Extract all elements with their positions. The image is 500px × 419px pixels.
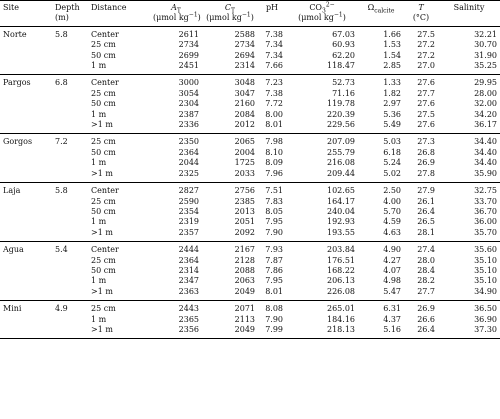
cell-depth bbox=[52, 315, 88, 325]
cell-total-alkalinity: 2044 bbox=[178, 158, 199, 168]
table-row bbox=[0, 120, 500, 134]
cell-temperature: 28.2 bbox=[417, 276, 435, 286]
header-total-carbon: $C_T$ (μmol $kg^{-1}$) bbox=[206, 3, 254, 23]
cell-total-alkalinity: 2325 bbox=[178, 168, 199, 178]
cell-salinity: 34.40 bbox=[474, 137, 497, 147]
cell-depth bbox=[52, 325, 88, 339]
cell-ph: 7.98 bbox=[265, 137, 283, 147]
cell-salinity: 37.30 bbox=[474, 324, 497, 334]
cell-temperature: 28.0 bbox=[417, 255, 435, 265]
table-row bbox=[0, 61, 500, 75]
cell-site bbox=[0, 61, 52, 75]
cell-total-carbon: 2113 bbox=[234, 314, 255, 324]
header-ph: pH bbox=[265, 3, 279, 12]
cell-temperature: 27.6 bbox=[417, 99, 435, 109]
cell-site bbox=[0, 276, 52, 286]
cell-ph: 8.05 bbox=[265, 206, 283, 216]
cell-total-alkalinity: 2357 bbox=[178, 227, 199, 237]
cell-omega-calcite: 1.53 bbox=[383, 40, 401, 50]
cell-distance: Center bbox=[91, 245, 119, 255]
cell-depth bbox=[52, 276, 88, 286]
cell-ph: 7.72 bbox=[265, 99, 283, 109]
cell-total-alkalinity: 2347 bbox=[178, 276, 199, 286]
cell-site bbox=[0, 169, 52, 183]
table-row bbox=[0, 301, 500, 315]
cell-ph: 8.01 bbox=[265, 120, 283, 130]
cell-total-carbon: 2071 bbox=[234, 304, 255, 314]
cell-depth bbox=[52, 61, 88, 75]
cell-total-carbon: 1725 bbox=[234, 158, 255, 168]
cell-temperature: 27.0 bbox=[417, 61, 435, 71]
cell-ph: 7.95 bbox=[265, 276, 283, 286]
cell-site bbox=[0, 99, 52, 109]
cell-site bbox=[0, 51, 52, 61]
cell-omega-calcite: 6.18 bbox=[383, 147, 401, 157]
cell-omega-calcite: 2.97 bbox=[383, 99, 401, 109]
cell-total-alkalinity: 2699 bbox=[178, 50, 199, 60]
cell-salinity: 33.70 bbox=[474, 196, 497, 206]
cell-distance: 50 cm bbox=[91, 147, 116, 157]
cell-carbonate-ion: 209.44 bbox=[327, 168, 355, 178]
header-site: Site bbox=[3, 3, 19, 12]
cell-total-carbon: 2128 bbox=[234, 255, 255, 265]
cell-total-carbon: 2004 bbox=[234, 147, 255, 157]
cell-salinity: 36.00 bbox=[474, 217, 497, 227]
cell-total-alkalinity: 2443 bbox=[178, 304, 199, 314]
cell-depth bbox=[52, 197, 88, 207]
cell-salinity: 32.00 bbox=[474, 99, 497, 109]
cell-carbonate-ion: 218.13 bbox=[327, 324, 355, 334]
cell-ph: 7.93 bbox=[265, 245, 283, 255]
cell-omega-calcite: 5.36 bbox=[383, 109, 401, 119]
cell-total-carbon: 2314 bbox=[234, 61, 255, 71]
cell-temperature: 26.9 bbox=[417, 158, 435, 168]
cell-total-alkalinity: 2590 bbox=[178, 196, 199, 206]
table-row bbox=[0, 40, 500, 50]
cell-temperature: 28.4 bbox=[417, 265, 435, 275]
cell-carbonate-ion: 52.73 bbox=[332, 78, 355, 88]
cell-ph: 7.90 bbox=[265, 314, 283, 324]
header-depth: Depth (m) bbox=[55, 3, 80, 23]
header-temperature: T (°C) bbox=[412, 3, 430, 23]
cell-omega-calcite: 2.50 bbox=[383, 186, 401, 196]
cell-temperature: 27.9 bbox=[417, 186, 435, 196]
cell-temperature: 26.8 bbox=[417, 147, 435, 157]
cell-omega-calcite: 5.02 bbox=[383, 168, 401, 178]
cell-total-carbon: 2065 bbox=[234, 137, 255, 147]
table-row bbox=[0, 110, 500, 120]
cell-salinity: 28.00 bbox=[474, 88, 497, 98]
cell-total-alkalinity: 2314 bbox=[178, 265, 199, 275]
cell-ph: 7.23 bbox=[265, 78, 283, 88]
cell-distance: 1 m bbox=[91, 314, 107, 324]
cell-omega-calcite: 5.47 bbox=[383, 286, 401, 296]
cell-temperature: 27.2 bbox=[417, 40, 435, 50]
cell-carbonate-ion: 164.17 bbox=[327, 196, 355, 206]
cell-depth: 5.4 bbox=[55, 245, 68, 255]
cell-total-alkalinity: 2336 bbox=[178, 120, 199, 130]
cell-salinity: 35.10 bbox=[474, 265, 497, 275]
cell-ph: 7.99 bbox=[265, 324, 283, 334]
cell-salinity: 36.70 bbox=[474, 206, 497, 216]
cell-carbonate-ion: 203.84 bbox=[327, 245, 355, 255]
cell-carbonate-ion: 184.16 bbox=[327, 314, 355, 324]
cell-site bbox=[0, 217, 52, 227]
cell-site bbox=[0, 287, 52, 301]
cell-ph: 7.95 bbox=[265, 217, 283, 227]
cell-site bbox=[0, 256, 52, 266]
cell-depth bbox=[52, 120, 88, 134]
cell-total-alkalinity: 2354 bbox=[178, 206, 199, 216]
table-row bbox=[0, 169, 500, 183]
cell-temperature: 26.9 bbox=[417, 304, 435, 314]
cell-distance: 50 cm bbox=[91, 50, 116, 60]
cell-distance: 50 cm bbox=[91, 206, 116, 216]
table-row bbox=[0, 89, 500, 99]
cell-carbonate-ion: 255.79 bbox=[327, 147, 355, 157]
cell-carbonate-ion: 62.20 bbox=[332, 50, 355, 60]
cell-total-carbon: 2734 bbox=[234, 40, 255, 50]
cell-total-alkalinity: 2611 bbox=[178, 29, 199, 39]
cell-total-alkalinity: 2304 bbox=[178, 99, 199, 109]
cell-omega-calcite: 1.54 bbox=[383, 50, 401, 60]
cell-carbonate-ion: 67.03 bbox=[332, 29, 355, 39]
cell-distance: 1 m bbox=[91, 276, 107, 286]
cell-distance: 25 cm bbox=[91, 40, 116, 50]
table-row bbox=[0, 207, 500, 217]
cell-total-carbon: 2756 bbox=[234, 186, 255, 196]
cell-temperature: 27.7 bbox=[417, 88, 435, 98]
cell-ph: 8.08 bbox=[265, 304, 283, 314]
cell-temperature: 26.1 bbox=[417, 196, 435, 206]
table-row bbox=[0, 26, 500, 40]
cell-site: Mini bbox=[3, 304, 22, 314]
cell-omega-calcite: 4.90 bbox=[383, 245, 401, 255]
table-row bbox=[0, 325, 500, 339]
cell-distance: 1 m bbox=[91, 109, 107, 119]
cell-total-alkalinity: 2444 bbox=[178, 245, 199, 255]
table-header bbox=[0, 1, 500, 27]
cell-distance: Center bbox=[91, 186, 119, 196]
cell-total-carbon: 2167 bbox=[234, 245, 255, 255]
cell-depth bbox=[52, 228, 88, 242]
cell-ph: 7.83 bbox=[265, 196, 283, 206]
table-row bbox=[0, 148, 500, 158]
cell-total-alkalinity: 2319 bbox=[178, 217, 199, 227]
cell-omega-calcite: 4.27 bbox=[383, 255, 401, 265]
cell-omega-calcite: 6.31 bbox=[383, 304, 401, 314]
cell-distance: 1 m bbox=[91, 217, 107, 227]
cell-total-alkalinity: 2350 bbox=[178, 137, 199, 147]
cell-temperature: 27.6 bbox=[417, 78, 435, 88]
cell-carbonate-ion: 220.39 bbox=[327, 109, 355, 119]
cell-carbonate-ion: 226.08 bbox=[327, 286, 355, 296]
cell-site bbox=[0, 40, 52, 50]
cell-depth bbox=[52, 217, 88, 227]
cell-salinity: 30.70 bbox=[474, 40, 497, 50]
cell-site bbox=[0, 148, 52, 158]
cell-salinity: 35.90 bbox=[474, 168, 497, 178]
cell-salinity: 35.10 bbox=[474, 255, 497, 265]
cell-carbonate-ion: 229.56 bbox=[327, 120, 355, 130]
cell-distance: >1 m bbox=[91, 120, 113, 130]
cell-temperature: 26.4 bbox=[417, 324, 435, 334]
cell-distance: 25 cm bbox=[91, 196, 116, 206]
cell-ph: 8.09 bbox=[265, 158, 283, 168]
cell-ph: 7.34 bbox=[265, 50, 283, 60]
table-row bbox=[0, 228, 500, 242]
cell-total-carbon: 2088 bbox=[234, 265, 255, 275]
table-row bbox=[0, 134, 500, 148]
cell-ph: 8.01 bbox=[265, 286, 283, 296]
cell-salinity: 35.10 bbox=[474, 276, 497, 286]
table-row bbox=[0, 158, 500, 168]
cell-depth bbox=[52, 158, 88, 168]
cell-carbonate-ion: 118.47 bbox=[327, 61, 355, 71]
header-distance: Distance bbox=[91, 3, 127, 12]
cell-carbonate-ion: 206.13 bbox=[327, 276, 355, 286]
cell-temperature: 27.6 bbox=[417, 120, 435, 130]
cell-depth bbox=[52, 110, 88, 120]
cell-distance: >1 m bbox=[91, 227, 113, 237]
cell-carbonate-ion: 102.65 bbox=[327, 186, 355, 196]
cell-carbonate-ion: 71.16 bbox=[332, 88, 355, 98]
cell-total-alkalinity: 2364 bbox=[178, 147, 199, 157]
cell-site bbox=[0, 207, 52, 217]
cell-site: Laja bbox=[3, 186, 21, 196]
cell-total-carbon: 2385 bbox=[234, 196, 255, 206]
cell-total-alkalinity: 2363 bbox=[178, 286, 199, 296]
cell-omega-calcite: 5.49 bbox=[383, 120, 401, 130]
cell-temperature: 28.1 bbox=[417, 227, 435, 237]
cell-omega-calcite: 2.85 bbox=[383, 61, 401, 71]
table-row bbox=[0, 183, 500, 197]
cell-total-carbon: 2694 bbox=[234, 50, 255, 60]
cell-salinity: 34.20 bbox=[474, 109, 497, 119]
cell-depth bbox=[52, 266, 88, 276]
table-row bbox=[0, 197, 500, 207]
cell-total-carbon: 2051 bbox=[234, 217, 255, 227]
table-row bbox=[0, 242, 500, 256]
cell-total-carbon: 2033 bbox=[234, 168, 255, 178]
cell-total-carbon: 2012 bbox=[234, 120, 255, 130]
cell-omega-calcite: 1.66 bbox=[383, 29, 401, 39]
cell-omega-calcite: 4.59 bbox=[383, 217, 401, 227]
table-row bbox=[0, 75, 500, 89]
cell-distance: 25 cm bbox=[91, 304, 116, 314]
cell-carbonate-ion: 193.55 bbox=[327, 227, 355, 237]
cell-site: Norte bbox=[3, 29, 27, 39]
cell-depth bbox=[52, 148, 88, 158]
table-row bbox=[0, 287, 500, 301]
cell-total-alkalinity: 2827 bbox=[178, 186, 199, 196]
cell-temperature: 27.5 bbox=[417, 29, 435, 39]
cell-salinity: 34.40 bbox=[474, 158, 497, 168]
cell-carbonate-ion: 119.78 bbox=[327, 99, 355, 109]
cell-salinity: 36.90 bbox=[474, 314, 497, 324]
cell-distance: Center bbox=[91, 78, 119, 88]
cell-salinity: 29.95 bbox=[474, 78, 497, 88]
cell-depth: 5.8 bbox=[55, 186, 68, 196]
cell-total-carbon: 2084 bbox=[234, 109, 255, 119]
cell-omega-calcite: 1.82 bbox=[383, 88, 401, 98]
cell-ph: 7.86 bbox=[265, 265, 283, 275]
cell-distance: 50 cm bbox=[91, 265, 116, 275]
cell-omega-calcite: 1.33 bbox=[383, 78, 401, 88]
cell-salinity: 34.90 bbox=[474, 286, 497, 296]
cell-depth: 5.8 bbox=[55, 29, 68, 39]
cell-omega-calcite: 5.03 bbox=[383, 137, 401, 147]
cell-total-alkalinity: 2365 bbox=[178, 314, 199, 324]
cell-total-alkalinity: 2451 bbox=[178, 61, 199, 71]
cell-salinity: 31.90 bbox=[474, 50, 497, 60]
cell-site bbox=[0, 110, 52, 120]
cell-site: Gorgos bbox=[3, 137, 33, 147]
cell-carbonate-ion: 192.93 bbox=[327, 217, 355, 227]
cell-ph: 8.00 bbox=[265, 109, 283, 119]
cell-total-carbon: 2588 bbox=[234, 29, 255, 39]
cell-site bbox=[0, 89, 52, 99]
table-row bbox=[0, 51, 500, 61]
cell-temperature: 27.8 bbox=[417, 168, 435, 178]
cell-temperature: 26.6 bbox=[417, 314, 435, 324]
cell-distance: Center bbox=[91, 29, 119, 39]
cell-distance: 25 cm bbox=[91, 137, 116, 147]
cell-total-carbon: 3047 bbox=[234, 88, 255, 98]
cell-omega-calcite: 5.70 bbox=[383, 206, 401, 216]
cell-temperature: 27.2 bbox=[417, 50, 435, 60]
cell-ph: 7.34 bbox=[265, 40, 283, 50]
cell-carbonate-ion: 265.01 bbox=[327, 304, 355, 314]
cell-distance: 50 cm bbox=[91, 99, 116, 109]
cell-carbonate-ion: 168.22 bbox=[327, 265, 355, 275]
cell-total-alkalinity: 2356 bbox=[178, 324, 199, 334]
cell-temperature: 27.7 bbox=[417, 286, 435, 296]
cell-site bbox=[0, 315, 52, 325]
cell-depth bbox=[52, 169, 88, 183]
cell-total-carbon: 2092 bbox=[234, 227, 255, 237]
cell-temperature: 27.5 bbox=[417, 109, 435, 119]
cell-carbonate-ion: 60.93 bbox=[332, 40, 355, 50]
cell-ph: 7.90 bbox=[265, 227, 283, 237]
cell-total-carbon: 2160 bbox=[234, 99, 255, 109]
cell-depth bbox=[52, 99, 88, 109]
cell-site bbox=[0, 266, 52, 276]
cell-ph: 8.10 bbox=[265, 147, 283, 157]
cell-ph: 7.87 bbox=[265, 255, 283, 265]
cell-depth bbox=[52, 51, 88, 61]
cell-distance: 25 cm bbox=[91, 255, 116, 265]
cell-salinity: 32.75 bbox=[474, 186, 497, 196]
cell-salinity: 35.70 bbox=[474, 227, 497, 237]
cell-temperature: 27.4 bbox=[417, 245, 435, 255]
cell-distance: >1 m bbox=[91, 168, 113, 178]
header-carbonate-ion: $CO_3^{2-}$ (μmol $kg^{-1}$) bbox=[298, 1, 346, 23]
cell-ph: 7.66 bbox=[265, 61, 283, 71]
cell-salinity: 35.25 bbox=[474, 61, 497, 71]
cell-salinity: 34.40 bbox=[474, 147, 497, 157]
cell-omega-calcite: 4.98 bbox=[383, 276, 401, 286]
cell-total-alkalinity: 2387 bbox=[178, 109, 199, 119]
cell-site bbox=[0, 325, 52, 339]
cell-temperature: 26.4 bbox=[417, 206, 435, 216]
cell-depth: 7.2 bbox=[55, 137, 68, 147]
table-row bbox=[0, 315, 500, 325]
cell-carbonate-ion: 176.51 bbox=[327, 255, 355, 265]
table-row bbox=[0, 276, 500, 286]
cell-temperature: 27.3 bbox=[417, 137, 435, 147]
cell-distance: >1 m bbox=[91, 286, 113, 296]
cell-site bbox=[0, 158, 52, 168]
cell-site bbox=[0, 197, 52, 207]
cell-total-carbon: 2049 bbox=[234, 286, 255, 296]
cell-salinity: 36.50 bbox=[474, 304, 497, 314]
cell-ph: 7.38 bbox=[265, 29, 283, 39]
cell-omega-calcite: 5.16 bbox=[383, 324, 401, 334]
cell-total-carbon: 2013 bbox=[234, 206, 255, 216]
cell-salinity: 35.60 bbox=[474, 245, 497, 255]
table-body bbox=[0, 26, 500, 339]
cell-total-alkalinity: 2734 bbox=[178, 40, 199, 50]
cell-site bbox=[0, 228, 52, 242]
cell-salinity: 36.17 bbox=[474, 120, 497, 130]
cell-temperature: 26.5 bbox=[417, 217, 435, 227]
cell-depth bbox=[52, 207, 88, 217]
cell-salinity: 32.21 bbox=[474, 29, 497, 39]
cell-total-alkalinity: 2364 bbox=[178, 255, 199, 265]
cell-ph: 7.96 bbox=[265, 168, 283, 178]
cell-omega-calcite: 4.63 bbox=[383, 227, 401, 237]
cell-ph: 7.51 bbox=[265, 186, 283, 196]
cell-site bbox=[0, 120, 52, 134]
cell-omega-calcite: 4.07 bbox=[383, 265, 401, 275]
table-row bbox=[0, 266, 500, 276]
cell-ph: 7.38 bbox=[265, 88, 283, 98]
cell-omega-calcite: 4.00 bbox=[383, 196, 401, 206]
cell-carbonate-ion: 216.08 bbox=[327, 158, 355, 168]
cell-total-carbon: 2063 bbox=[234, 276, 255, 286]
cell-omega-calcite: 5.24 bbox=[383, 158, 401, 168]
header-omega-calcite: $\Omega_{calcite}$ bbox=[367, 3, 395, 15]
cell-total-carbon: 3048 bbox=[234, 78, 255, 88]
table-row bbox=[0, 256, 500, 266]
cell-distance: >1 m bbox=[91, 324, 113, 334]
cell-depth bbox=[52, 89, 88, 99]
cell-total-carbon: 2049 bbox=[234, 324, 255, 334]
cell-depth: 4.9 bbox=[55, 304, 68, 314]
cell-depth: 6.8 bbox=[55, 78, 68, 88]
cell-total-alkalinity: 3054 bbox=[178, 88, 199, 98]
cell-distance: 25 cm bbox=[91, 88, 116, 98]
cell-carbonate-ion: 240.04 bbox=[327, 206, 355, 216]
header-total-alkalinity: $A_T$ (μmol $kg^{-1}$) bbox=[153, 3, 201, 23]
cell-distance: 1 m bbox=[91, 158, 107, 168]
cell-carbonate-ion: 207.09 bbox=[327, 137, 355, 147]
cell-depth bbox=[52, 287, 88, 301]
table-row bbox=[0, 99, 500, 109]
cell-total-alkalinity: 3000 bbox=[178, 78, 199, 88]
table-row bbox=[0, 217, 500, 227]
cell-depth bbox=[52, 40, 88, 50]
cell-distance: 1 m bbox=[91, 61, 107, 71]
cell-omega-calcite: 4.37 bbox=[383, 314, 401, 324]
cell-site: Pargos bbox=[3, 78, 31, 88]
header-salinity: Salinity bbox=[453, 3, 485, 12]
cell-depth bbox=[52, 256, 88, 266]
cell-site: Agua bbox=[3, 245, 24, 255]
